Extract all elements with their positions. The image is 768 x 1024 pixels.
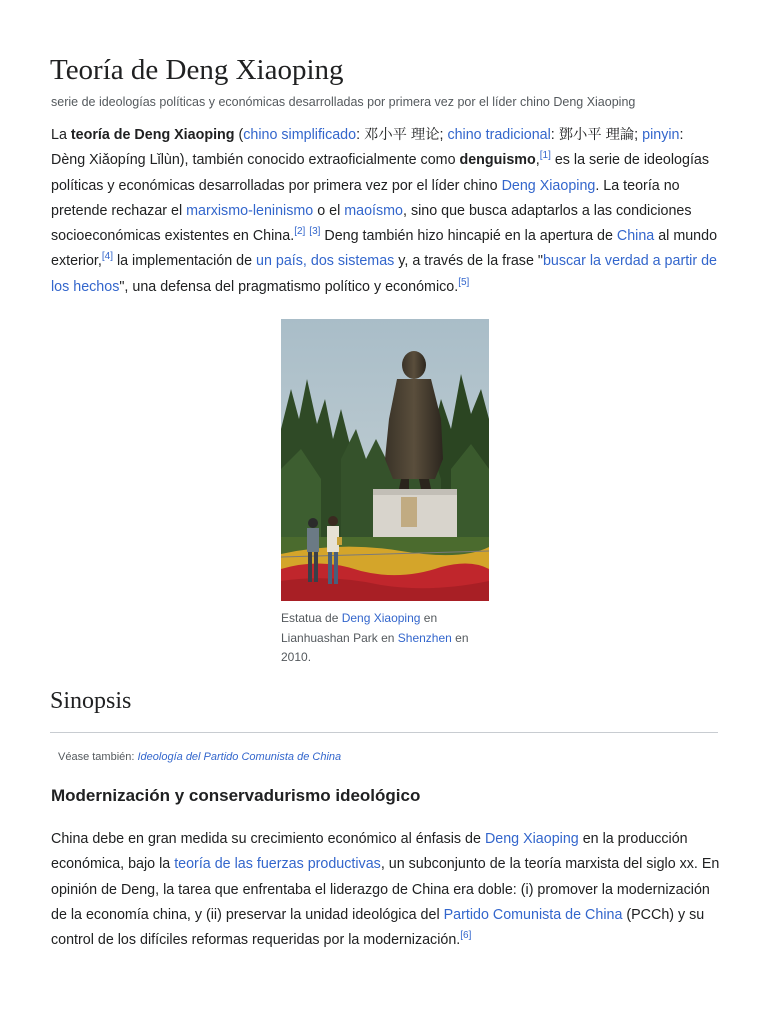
text-run: ,	[535, 152, 540, 169]
body-link-deng-xiaoping[interactable]: Deng Xiaoping	[484, 831, 579, 847]
bold-term: teoría de Deng Xiaoping	[70, 127, 235, 143]
ref-3[interactable]	[309, 226, 320, 237]
link-china[interactable]: China	[616, 228, 655, 245]
see-also-label: Véase también:	[58, 751, 138, 763]
text-run: . La teoría no pretende rechazar el	[51, 177, 680, 219]
text-run: y, a través de la frase "	[394, 253, 543, 270]
ref-4[interactable]	[102, 252, 113, 263]
bold-alias: denguismo	[459, 152, 536, 169]
section-heading-sinopsis: Sinopsis	[50, 688, 132, 714]
text-run: (PCCh) y su control de los difíciles reformas requeridas por la modernización.	[51, 906, 705, 949]
ref-6[interactable]	[460, 930, 471, 941]
text-run: (	[234, 127, 244, 143]
see-also-note	[58, 751, 341, 763]
ref-1-link[interactable]: [1]	[539, 150, 551, 162]
caption-link-shenzhen[interactable]: Shenzhen	[397, 630, 452, 645]
page-title: Teoría de Deng Xiaoping	[50, 54, 344, 86]
text-run: : 邓小平 理论;	[356, 127, 448, 143]
ref-1[interactable]	[540, 151, 551, 162]
link-chino-simplificado[interactable]: chino simplificado	[243, 127, 357, 143]
link-buscar-la-verdad[interactable]: buscar la verdad a partir de los hechos	[51, 253, 717, 295]
ref-2[interactable]	[294, 226, 305, 237]
text-run: Deng también hizo hincapié en la apertura de	[320, 228, 617, 245]
link-deng-xiaoping[interactable]: Deng Xiaoping	[501, 177, 596, 194]
caption-link-deng-xiaoping[interactable]: Deng Xiaoping	[341, 611, 421, 625]
link-chino-tradicional[interactable]: chino tradicional	[447, 127, 551, 143]
text-run: China debe en gran medida su crecimiento económico al énfasis de	[51, 831, 485, 847]
body-paragraph	[51, 827, 721, 953]
link-un-pais-dos-sistemas[interactable]: un país, dos sistemas	[256, 253, 395, 270]
ref-5-link[interactable]: [5]	[458, 277, 470, 289]
statue-photo[interactable]	[281, 319, 489, 601]
text-run: en 2010.	[281, 630, 469, 664]
ref-6-link[interactable]: [6]	[460, 930, 472, 942]
text-run: o el	[313, 202, 345, 219]
page-subtitle: serie de ideologías políticas y económicas desarrolladas por primera vez por el líder chino Deng Xiaoping	[51, 95, 636, 109]
link-maoismo[interactable]: maoísmo	[344, 202, 404, 219]
text-run: , sino que busca adaptarlos a las condiciones socioeconómicas existentes en China.	[51, 202, 692, 245]
text-run: La	[51, 127, 71, 143]
body-link-partido-comunista[interactable]: Partido Comunista de China	[443, 906, 623, 923]
ref-4-link[interactable]: [4]	[101, 251, 113, 263]
text-run: Estatua de	[281, 611, 342, 625]
text-run: : 鄧小平 理論;	[550, 127, 643, 143]
ref-5[interactable]	[458, 277, 469, 288]
see-also-link[interactable]: Ideología del Partido Comunista de China	[137, 751, 342, 763]
text-run: al mundo exterior,	[51, 228, 718, 270]
ref-2-link[interactable]: [2]	[294, 226, 306, 238]
statue-figure	[281, 319, 489, 668]
figure-caption	[281, 609, 481, 668]
text-run: ", una defensa del pragmatismo político y económico.	[119, 278, 459, 295]
subsection-heading: Modernización y conservadurismo ideológico	[51, 786, 421, 805]
text-run: en Lianhuashan Park en	[281, 611, 438, 645]
ref-3-link[interactable]: [3]	[309, 226, 321, 238]
text-run: es la serie de ideologías políticas y económicas desarrolladas por primera vez por el líder chino	[51, 152, 710, 194]
body-link-fuerzas-productivas[interactable]: teoría de las fuerzas productivas	[174, 856, 381, 873]
text-run: la implementación de	[112, 253, 257, 270]
text-run: , un subconjunto de la teoría marxista del siglo xx. En opinión de Deng, la tarea que enfrentaba el liderazgo de China era doble: (i) promover la modernización de la economía china, y (ii) preservar la unidad ideológica del	[51, 856, 720, 923]
link-pinyin[interactable]: pinyin	[642, 127, 680, 143]
intro-paragraph	[51, 123, 721, 300]
text-run: : Dèng Xiǎopíng Lǐlùn), también conocido extraoficialmente como	[51, 127, 684, 169]
link-marxismo-leninismo[interactable]: marxismo-leninismo	[186, 202, 314, 219]
text-run: en la producción económica, bajo la	[51, 831, 688, 873]
section-divider	[50, 732, 718, 733]
